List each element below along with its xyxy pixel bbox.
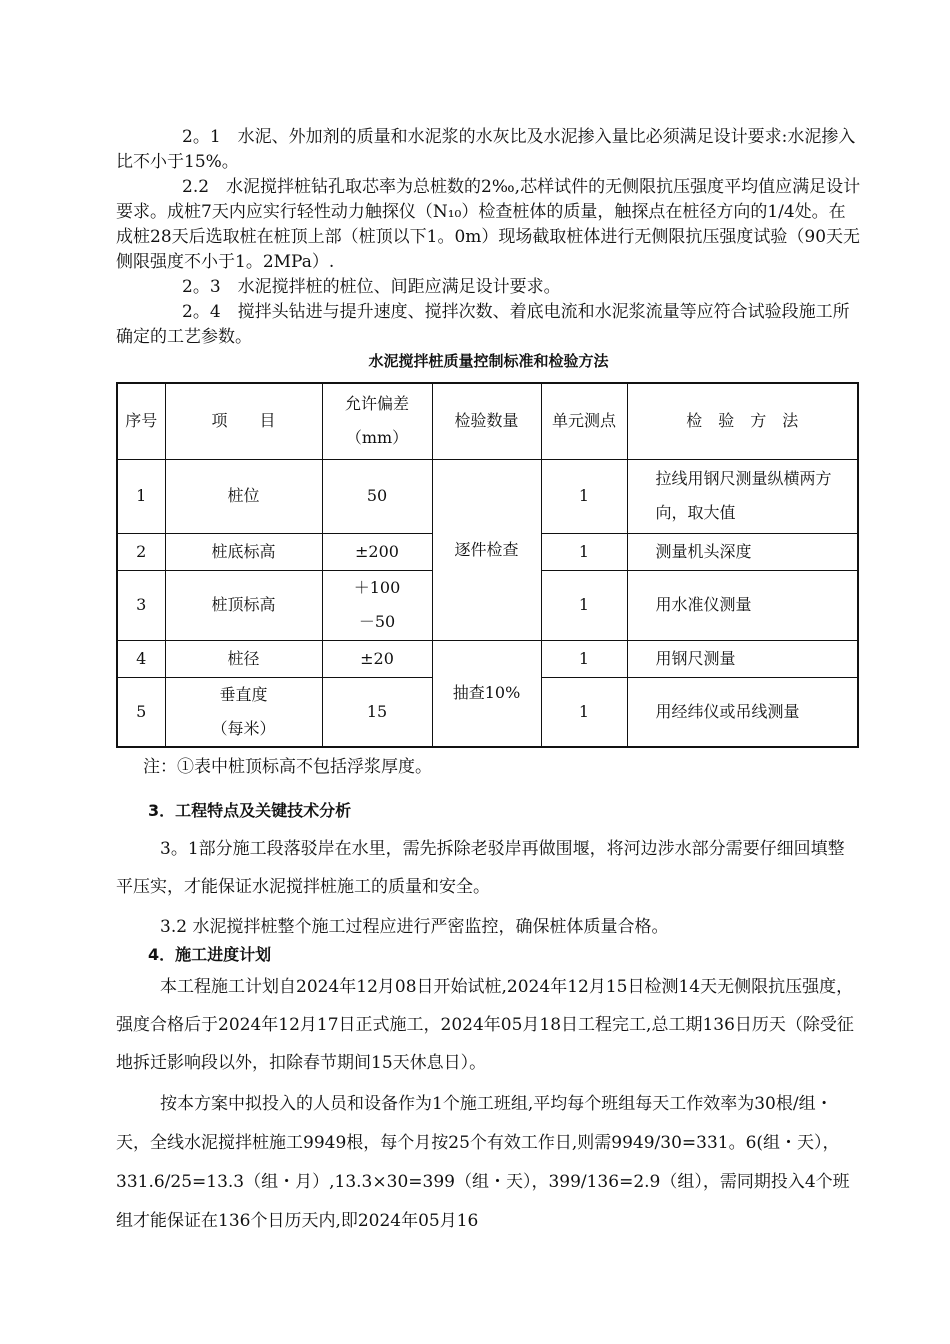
table-row <box>117 459 858 533</box>
section-4-paragraph-1: 本工程施工计划自2024年12月08日开始试桩,2024年12月15日检测14天无侧限抗压强度，强度合格后于2024年12月17日正式施工，2024年05月18日工程完工,总工期136日历天（除受征地拆迁影响段以外，扣除春节期间15天休息日）。 <box>116 977 854 1073</box>
row-method: 用水准仪测量 <box>627 570 858 640</box>
tolerance-lower: －50 <box>358 612 396 631</box>
row-method: 拉线用钢尺测量纵横两方向，取大值 <box>627 459 858 533</box>
row-method: 测量机头深度 <box>627 533 858 570</box>
row-method: 用钢尺测量 <box>627 640 858 677</box>
header-seq: 序号 <box>117 383 165 459</box>
table-row <box>117 640 858 677</box>
row-seq: 5 <box>117 677 165 747</box>
row-seq: 2 <box>117 533 165 570</box>
item-line-2: （每米） <box>211 718 276 738</box>
header-tolerance: 允许偏差（mm） <box>322 383 432 459</box>
row-points: 1 <box>541 533 627 570</box>
header-method: 检 验 方 法 <box>627 383 858 459</box>
row-seq: 1 <box>117 459 165 533</box>
row-item: 桩径 <box>165 640 322 677</box>
tolerance-upper: ＋100 <box>353 578 401 597</box>
row-item: 桩底标高 <box>165 533 322 570</box>
section-4-paragraph-2: 按本方案中拟投入的人员和设备作为1个施工班组,平均每个班组每天工作效率为30根/组・天，全线水泥搅拌桩施工9949根，每个月按25个有效工作日,则需9949/30=331。6(组・天），331.6/25=13.3（组・月）,13.3×30=399（组・天），399/136=2.9（组），需同期投入4个班组才能保证在136个日历天内,即2024年05月16 <box>116 1094 850 1231</box>
row-seq: 4 <box>117 640 165 677</box>
row-points: 1 <box>541 640 627 677</box>
item-line-1: 垂直度 <box>219 684 268 704</box>
section-3-paragraph-1: 3。1部分施工段落驳岸在水里，需先拆除老驳岸再做围堰，将河边涉水部分需要仔细回填整平压实，才能保证水泥搅拌桩施工的质量和安全。 <box>116 839 845 897</box>
row-item: 桩位 <box>165 459 322 533</box>
header-item: 项 目 <box>165 383 322 459</box>
row-tolerance: 15 <box>322 677 432 747</box>
row-points: 1 <box>541 677 627 747</box>
header-quantity: 检验数量 <box>432 383 541 459</box>
row-item: 桩顶标高 <box>165 570 322 640</box>
row-tolerance: ±200 <box>322 533 432 570</box>
row-tolerance: ±20 <box>322 640 432 677</box>
quality-control-table <box>116 382 859 748</box>
quantity-cell-sample-check: 抽查10% <box>432 640 541 747</box>
section-3-heading: 3．工程特点及关键技术分析 <box>148 801 352 820</box>
paragraph-2-1: 2。1 水泥、外加剂的质量和水泥浆的水灰比及水泥掺入量比必须满足设计要求:水泥掺入比不小于15%。 <box>116 127 856 172</box>
row-method: 用经纬仪或吊线测量 <box>627 677 858 747</box>
paragraph-2-4: 2。4 搅拌头钻进与提升速度、搅拌次数、着底电流和水泥浆流量等应符合试验段施工所确定的工艺参数。 <box>116 302 850 347</box>
table-note: 注：①表中桩顶标高不包括浮浆厚度。 <box>143 757 432 777</box>
row-points: 1 <box>541 459 627 533</box>
row-seq: 3 <box>117 570 165 640</box>
row-tolerance <box>322 570 432 640</box>
row-points: 1 <box>541 570 627 640</box>
paragraph-2-3: 2。3 水泥搅拌桩的桩位、间距应满足设计要求。 <box>182 277 561 297</box>
section-3-paragraph-2: 3.2 水泥搅拌桩整个施工过程应进行严密监控，确保桩体质量合格。 <box>160 917 669 937</box>
quantity-cell-full-check: 逐件检查 <box>432 459 541 640</box>
header-points: 单元测点 <box>541 383 627 459</box>
paragraph-2-2: 2.2 水泥搅拌桩钻孔取芯率为总桩数的2‰,芯样试件的无侧限抗压强度平均值应满足设计要求。成桩7天内应实行轻性动力触探仪（N₁₀）检查桩体的质量，触探点在桩径方向的1/4处。在成桩28天后选取桩在桩顶上部（桩顶以下1。0m）现场截取桩体进行无侧限抗压强度试验（90天无侧限强度不小于1。2MPa）. <box>116 177 861 272</box>
row-tolerance: 50 <box>322 459 432 533</box>
table-header-row <box>117 383 858 459</box>
row-item <box>165 677 322 747</box>
table-title: 水泥搅拌桩质量控制标准和检验方法 <box>368 352 609 370</box>
section-4-heading: 4．施工进度计划 <box>148 945 272 964</box>
